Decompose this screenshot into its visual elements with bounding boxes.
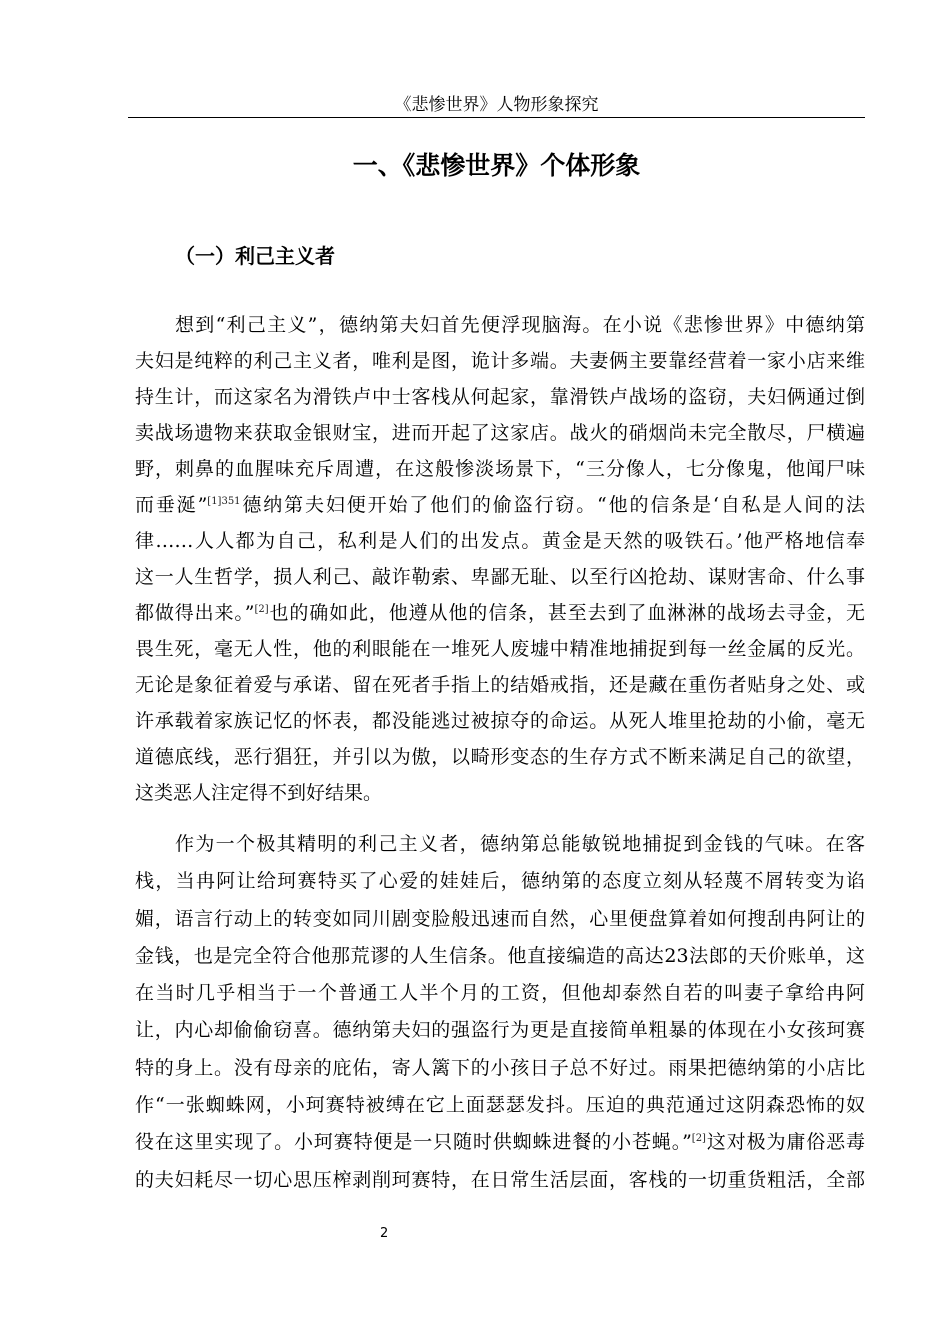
text-segment: 无论是象征着爱与承诺、留在死者手指上的结婚戒指，还是藏在重伤者贴身之处、或 [135,674,865,696]
text-line [135,451,865,487]
text-line [135,523,865,559]
text-line [135,595,865,631]
text-segment: 栈，当冉阿让给珂赛特买了心爱的娃娃后，德纳第的态度立刻从轻蔑不屑转变为谄 [135,870,865,893]
text-line [135,901,865,938]
text-segment: 道德底线，恶行猖狂，并引以为傲，以畸形变态的生存方式不断来满足自己的欲望， [135,746,865,768]
text-line [135,1012,865,1049]
text-segment: 而垂涎” [135,494,208,516]
text-line [135,631,865,667]
text-segment: 都做得出来。” [135,602,255,624]
text-line [135,487,865,523]
text-segment: 这对极为庸俗恶毒 [705,1131,865,1154]
text-segment: 金钱，也是完全符合他那荒谬的人生信条。他直接编造的高达23法郎的天价账单，这 [135,944,865,967]
text-segment: 畏生死，毫无人性，他的利眼能在一堆死人废墟中精准地捕捉到每一丝金属的反光。 [135,638,865,660]
text-line [135,1087,865,1124]
text-segment: 野，刺鼻的血腥味充斥周遭，在这般惨淡场景下，“三分像人，七分像鬼，他闻尸味 [135,458,865,480]
text-line [135,343,865,379]
running-header: 《悲惨世界》人物形象探究 [394,95,599,115]
text-segment: 律……人人都为自己，私利是人们的出发点。黄金是天然的吸铁石。’他严格地信奉 [135,530,865,552]
text-line [135,703,865,739]
citation-superscript: [2] [691,1133,706,1145]
text-segment: 夫妇是纯粹的利己主义者，唯利是图，诡计多端。夫妻俩主要靠经营着一家小店来维 [135,350,865,372]
text-line [135,1050,865,1087]
text-segment: 媚，语言行动上的转变如同川剧变脸般迅速而自然，心里便盘算着如何搜刮冉阿让的 [135,907,865,930]
citation-superscript: [1]351 [207,496,241,507]
text-line [135,379,865,415]
page-number: 2 [380,1226,389,1241]
text-line [135,775,865,811]
section-title: （一）利己主义者 [175,244,335,268]
text-line [135,307,865,343]
text-segment: 德纳第夫妇便开始了他们的偷盗行窃。“他的信条是‘自私是人间的法 [240,494,865,516]
text-line [135,739,865,775]
text-segment: 役在这里实现了。小珂赛特便是一只随时供蜘蛛进餐的小苍蝇。” [135,1131,692,1154]
text-line [135,826,865,863]
text-segment: 许承载着家族记忆的怀表，都没能逃过被掠夺的命运。从死人堆里抢劫的小偷，毫无 [135,710,865,732]
text-line [135,559,865,595]
text-segment: 这类恶人注定得不到好结果。 [135,782,383,804]
text-line [135,415,865,451]
text-segment: 卖战场遗物来获取金银财宝，进而开起了这家店。战火的硝烟尚未完全散尽，尸横遍 [135,422,865,444]
text-segment: 特的身上。没有母亲的庇佑，寄人篱下的小孩日子总不好过。雨果把德纳第的小店比 [135,1056,865,1079]
text-line [135,667,865,703]
text-segment: 的夫妇耗尽一切心思压榨剥削珂赛特，在日常生活层面，客栈的一切重货粗活，全部 [135,1168,865,1191]
header-divider [128,117,865,118]
text-segment: 持生计，而这家名为滑铁卢中士客栈从何起家，靠滑铁卢战场的盗窃，夫妇俩通过倒 [135,386,865,408]
text-segment: 在当时几乎相当于一个普通工人半个月的工资，但他却泰然自若的叫妻子拿给冉阿 [135,982,865,1005]
text-segment: 让，内心却偷偷窃喜。德纳第夫妇的强盗行为更是直接简单粗暴的体现在小女孩珂赛 [135,1019,865,1042]
text-segment: 这一人生哲学，损人利己、敲诈勒索、卑鄙无耻、以至行凶抢劫、谋财害命、什么事 [135,566,865,588]
text-segment: 也的确如此，他遵从他的信条，甚至去到了血淋淋的战场去寻金，无 [268,602,865,624]
chapter-title: 一、《悲惨世界》个体形象 [352,151,641,180]
text-line [135,1124,865,1161]
text-line [135,863,865,900]
body-paragraph [135,307,865,811]
text-segment: 想到“利己主义”，德纳第夫妇首先便浮现脑海。在小说《悲惨世界》中德纳第 [175,314,865,336]
text-segment: 作“一张蜘蛛网，小珂赛特被缚在它上面瑟瑟发抖。压迫的典范通过这阴森恐怖的奴 [135,1094,865,1117]
body-paragraph [135,826,865,1199]
citation-superscript: [2] [254,604,269,615]
text-line [135,938,865,975]
text-segment: 作为一个极其精明的利己主义者，德纳第总能敏锐地捕捉到金钱的气味。在客 [175,833,865,855]
text-line [135,975,865,1012]
text-line [135,1162,865,1199]
